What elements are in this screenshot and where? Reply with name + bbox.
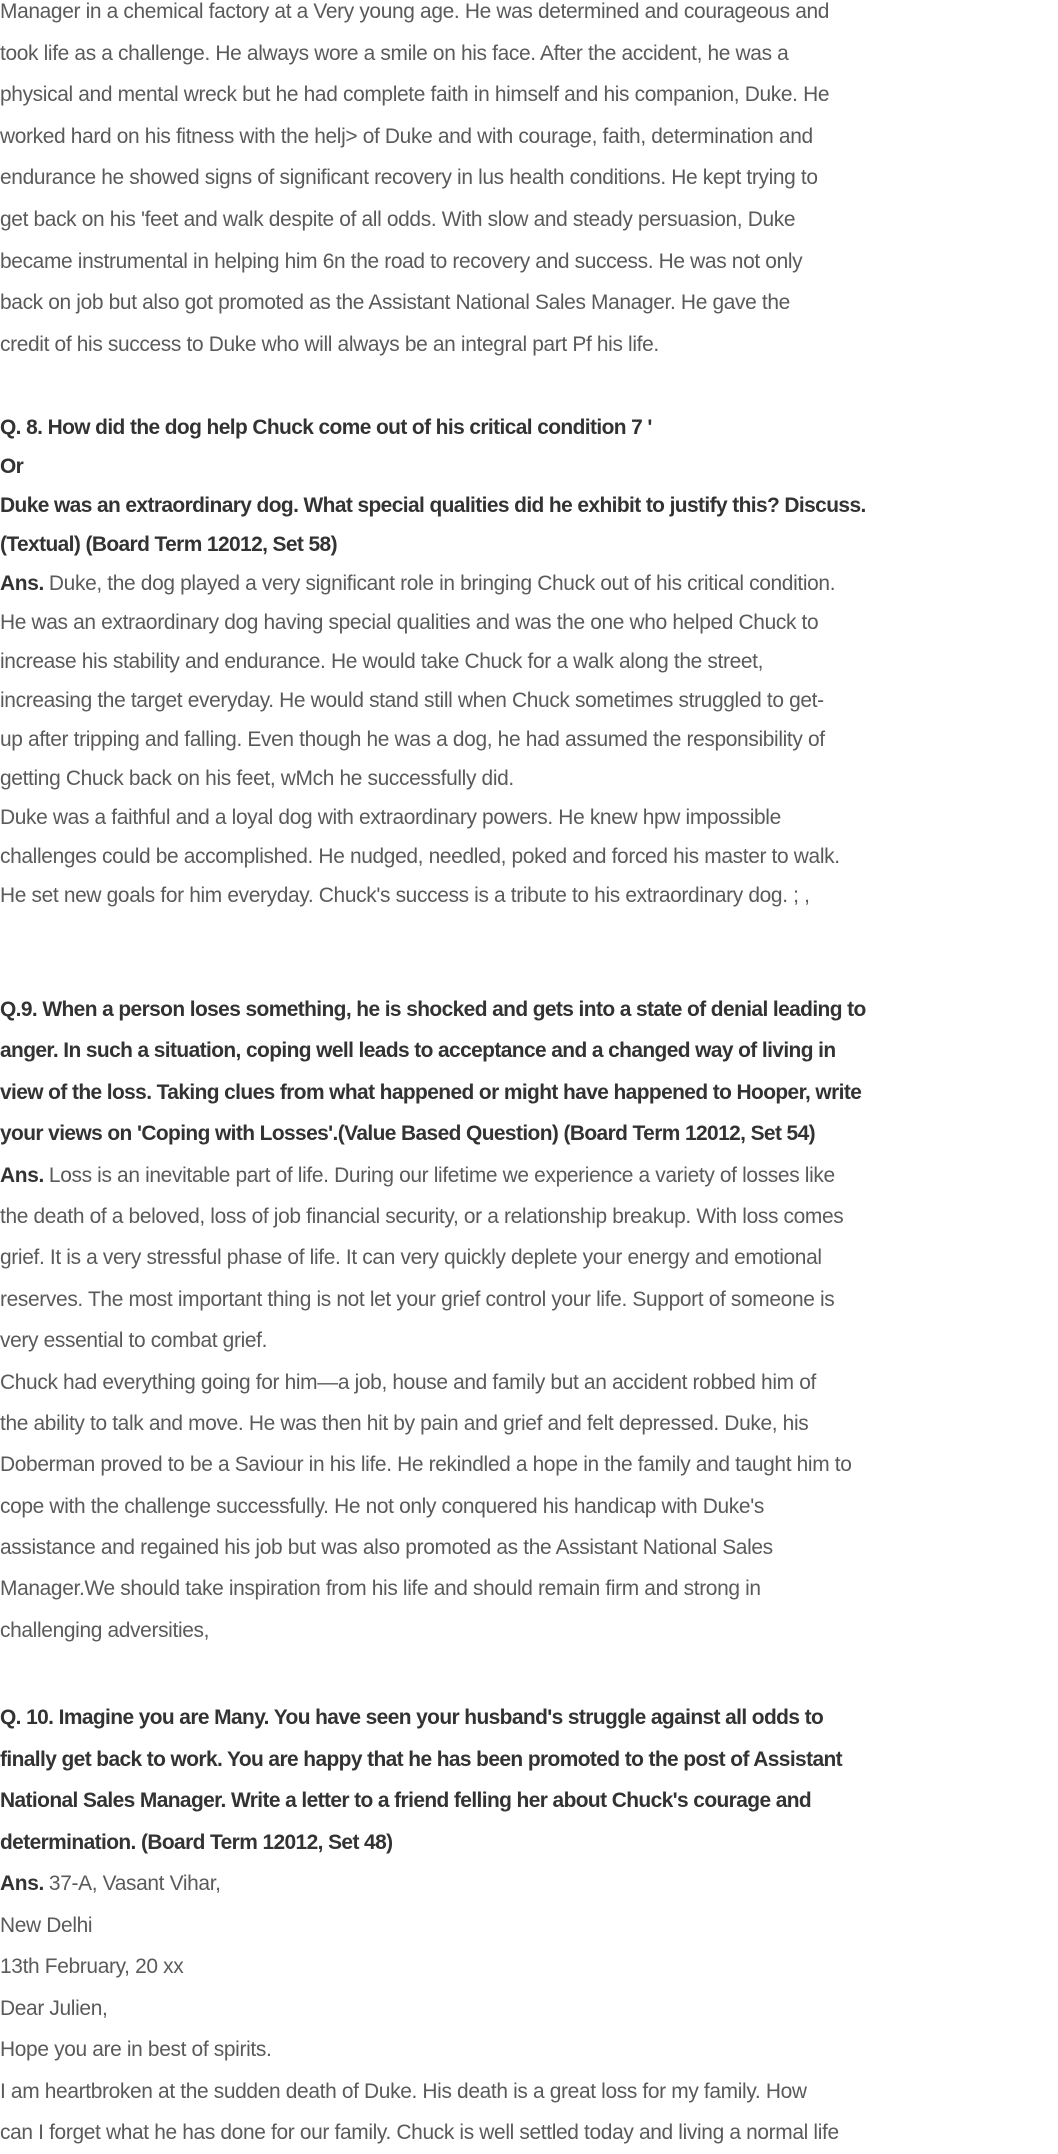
question-text-line	[0, 525, 1054, 564]
line-text: Duke was an extraordinary dog. What special qualities did he exhibit to justify this? Discuss.	[0, 494, 866, 517]
question-text-line	[0, 447, 1054, 486]
answer-text-line	[0, 2029, 1054, 2071]
line-text: Q.9. When a person loses something, he is shocked and gets into a state of denial leading to	[0, 998, 866, 1021]
question-text-line	[0, 1697, 1054, 1739]
line-text: Dear Julien,	[0, 1996, 108, 2020]
line-text: cope with the challenge successfully. He not only conquered his handicap with Duke's	[0, 1494, 764, 1518]
line-text: New Delhi	[0, 1913, 93, 1937]
line-text: credit of his success to Duke who will always be an integral part Pf his life.	[0, 332, 659, 356]
answer-text-line	[0, 1320, 1054, 1361]
line-text: Loss is an inevitable part of life. During our lifetime we experience a variety of losses like	[48, 1163, 835, 1187]
line-text: anger. In such a situation, coping well leads to acceptance and a changed way of living in	[0, 1039, 836, 1063]
line-text: Duke, the dog played a very significant role in bringing Chuck out of his critical condition.	[48, 572, 836, 595]
answer-text-line	[0, 1905, 1054, 1947]
line-text: finally get back to work. You are happy that he has been promoted to the post of Assistant	[0, 1747, 843, 1771]
answer-text-line	[0, 1362, 1054, 1403]
answer-text-line	[0, 720, 1054, 759]
answer-label: Ans.	[0, 572, 44, 595]
line-text: Or	[0, 455, 24, 478]
answer-text-line	[0, 241, 1054, 283]
line-text: Manager.We should take inspiration from his life and should remain firm and strong in	[0, 1577, 761, 1601]
answer-label: Ans.	[0, 1163, 44, 1187]
answer-text-line	[0, 1403, 1054, 1444]
answer-text-line	[0, 1279, 1054, 1320]
answer-continuation	[0, 0, 1058, 365]
answer-text-line	[0, 324, 1054, 366]
line-text: increasing the target everyday. He would stand still when Chuck sometimes struggled to get-	[0, 689, 824, 712]
answer-text-line	[0, 1568, 1054, 1609]
answer-text-line	[0, 157, 1054, 199]
answer-text-line	[0, 603, 1054, 642]
line-text: Doberman proved to be a Saviour in his life. He rekindled a hope in the family and taught him to	[0, 1453, 852, 1477]
answer-text-line	[0, 759, 1054, 798]
answer-text-line	[0, 33, 1054, 75]
line-text: physical and mental wreck but he had complete faith in himself and his companion, Duke. He	[0, 83, 830, 107]
answer-text-line	[0, 1486, 1054, 1527]
question-text-line	[0, 1030, 1054, 1071]
question-8	[0, 408, 1058, 915]
answer-text-line	[0, 1444, 1054, 1485]
line-text: back on job but also got promoted as the Assistant National Sales Manager. He gave the	[0, 291, 790, 315]
line-text: the ability to talk and move. He was then hit by pain and grief and felt depressed. Duke, his	[0, 1411, 809, 1435]
line-text: can I forget what he has done for our family. Chuck is well settled today and living a normal life	[0, 2121, 839, 2144]
line-text: view of the loss. Taking clues from what happened or might have happened to Hooper, write	[0, 1080, 862, 1104]
line-text: your views on 'Coping with Losses'.(Value Based Question) (Board Term 12012, Set 54)	[0, 1122, 816, 1146]
question-text-line	[0, 408, 1054, 447]
answer-text-line	[0, 282, 1054, 324]
line-text: Duke was a faithful and a loyal dog with extraordinary powers. He knew hpw impossible	[0, 806, 781, 829]
question-10	[0, 1697, 1058, 2154]
answer-text-line	[0, 564, 1054, 603]
answer-text-line	[0, 199, 1054, 241]
question-text-line	[0, 1072, 1054, 1113]
line-text: reserves. The most important thing is not let your grief control your life. Support of someone is	[0, 1287, 835, 1311]
line-text: National Sales Manager. Write a letter to a friend felling her about Chuck's courage and	[0, 1789, 812, 1812]
answer-text-line	[0, 1610, 1054, 1651]
answer-text-line	[0, 1527, 1054, 1568]
answer-text-line	[0, 2071, 1054, 2113]
answer-text-line	[0, 1946, 1054, 1988]
answer-text-line	[0, 642, 1054, 681]
line-text: the death of a beloved, loss of job financial security, or a relationship breakup. With loss comes	[0, 1204, 844, 1228]
answer-text-line	[0, 681, 1054, 720]
question-text-line	[0, 486, 1054, 525]
line-text: Hope you are in best of spirits.	[0, 2038, 272, 2061]
line-text: very essential to combat grief.	[0, 1329, 268, 1353]
line-text: assistance and regained his job but was also promoted as the Assistant National Sales	[0, 1536, 773, 1560]
question-text-line	[0, 1822, 1054, 1864]
line-text: challenges could be accomplished. He nudged, needled, poked and forced his master to walk.	[0, 845, 840, 868]
answer-label: Ans.	[0, 1872, 44, 1895]
answer-text-line	[0, 0, 1054, 33]
line-text: grief. It is a very stressful phase of life. It can very quickly deplete your energy and emotional	[0, 1246, 822, 1270]
answer-text-line	[0, 1196, 1054, 1237]
line-text: Q. 8. How did the dog help Chuck come out of his critical condition 7 '	[0, 416, 652, 439]
question-text-line	[0, 1113, 1054, 1154]
answer-text-line	[0, 1155, 1054, 1196]
question-text-line	[0, 1780, 1054, 1822]
line-text: became instrumental in helping him 6n the road to recovery and success. He was not only	[0, 249, 803, 273]
answer-text-line	[0, 74, 1054, 116]
line-text: He was an extraordinary dog having special qualities and was the one who helped Chuck to	[0, 611, 819, 634]
line-text: I am heartbroken at the sudden death of Duke. His death is a great loss for my family. How	[0, 2079, 807, 2103]
answer-text-line	[0, 116, 1054, 158]
line-text: determination. (Board Term 12012, Set 48)	[0, 1830, 393, 1854]
answer-text-line	[0, 798, 1054, 837]
question-9	[0, 989, 1058, 1651]
line-text: Q. 10. Imagine you are Many. You have seen your husband's struggle against all odds to	[0, 1706, 824, 1729]
answer-text-line	[0, 876, 1054, 915]
line-text: He set new goals for him everyday. Chuck's success is a tribute to his extraordinary dog. ; ,	[0, 884, 810, 907]
question-text-line	[0, 989, 1054, 1030]
line-text: (Textual) (Board Term 12012, Set 58)	[0, 533, 337, 556]
line-text: challenging adversities,	[0, 1618, 210, 1642]
answer-text-line	[0, 837, 1054, 876]
line-text: getting Chuck back on his feet, wMch he successfully did.	[0, 767, 514, 790]
line-text: 37-A, Vasant Vihar,	[48, 1872, 221, 1895]
line-text: Manager in a chemical factory at a Very young age. He was determined and courageous and	[0, 0, 830, 23]
line-text: took life as a challenge. He always wore a smile on his face. After the accident, he was a	[0, 41, 789, 65]
line-text: endurance he showed signs of significant recovery in lus health conditions. He kept trying to	[0, 166, 818, 190]
line-text: Chuck had everything going for him—a job, house and family but an accident robbed him of	[0, 1370, 816, 1394]
answer-text-line	[0, 2112, 1054, 2154]
question-text-line	[0, 1739, 1054, 1781]
line-text: increase his stability and endurance. He would take Chuck for a walk along the street,	[0, 650, 764, 673]
line-text: up after tripping and falling. Even though he was a dog, he had assumed the responsibility of	[0, 728, 825, 751]
line-text: worked hard on his fitness with the helj> of Duke and with courage, faith, determination and	[0, 124, 813, 148]
line-text: get back on his 'feet and walk despite of all odds. With slow and steady persuasion, Duke	[0, 207, 796, 231]
line-text: 13th February, 20 xx	[0, 1955, 184, 1978]
answer-text-line	[0, 1237, 1054, 1278]
answer-text-line	[0, 1988, 1054, 2030]
answer-text-line	[0, 1863, 1054, 1905]
